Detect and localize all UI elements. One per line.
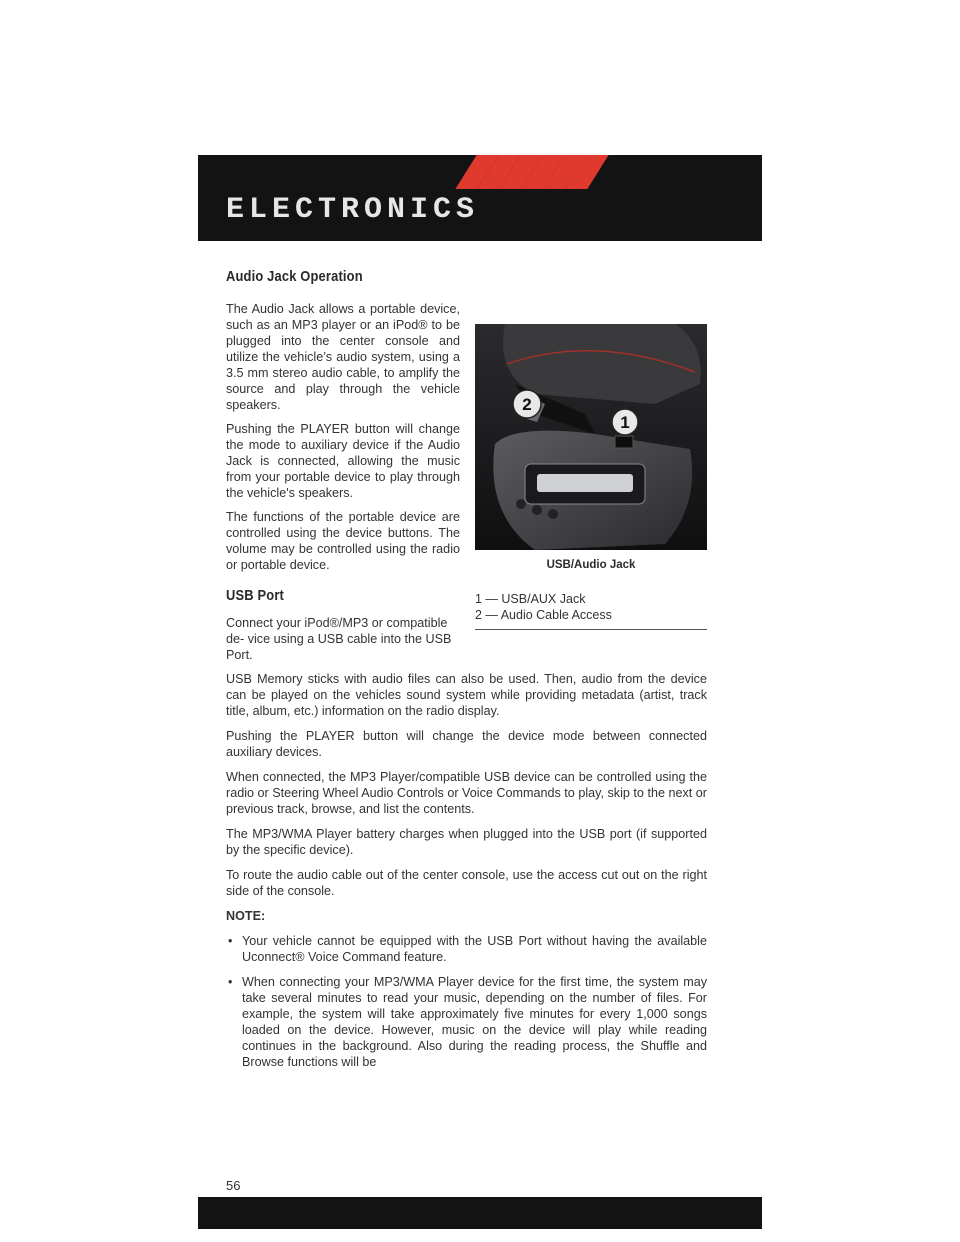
usb-port-paragraph: Pushing the PLAYER button will change the device mode between connected auxiliary devices. <box>226 729 707 759</box>
two-column-block <box>226 301 707 663</box>
note-item: • When connecting your MP3/WMA Player device for the first time, the system may take several minutes to read your music, depending on the number of files. For example, the system will take approximately five minutes for every 1,000 songs loaded on the device. However, music on the device will play while reading continues in the background. Also during the reading process, the Shuffle and Browse functions will be <box>226 974 707 1070</box>
footer-bar <box>198 1197 762 1229</box>
console-illustration <box>475 324 707 550</box>
usb-port-heading: USB Port <box>226 587 284 604</box>
audio-jack-paragraph: Pushing the PLAYER button will change the mode to auxiliary device if the Audio Jack is connected, allowing the music from your portable device to play through the vehicle's speakers. <box>226 422 460 500</box>
audio-jack-paragraph: The Audio Jack allows a portable device, such as an MP3 player or an iPod® to be plugged into the center console and utilize the vehicle’s audio system, using a 3.5 mm stereo audio cable, to amplify the source and play through the vehicle speakers. <box>226 302 460 412</box>
audio-jack-paragraph: The functions of the portable device are controlled using the device buttons. The volume may be controlled using the radio or portable device. <box>226 510 460 572</box>
note-list <box>226 933 707 1070</box>
callout-2-label: 2 <box>522 395 532 414</box>
usb-port-paragraph: To route the audio cable out of the center console, use the access cut out on the right side of the console. <box>226 868 707 898</box>
figure <box>475 324 707 630</box>
page-number: 56 <box>226 1178 241 1193</box>
left-column <box>226 301 460 663</box>
callout-1 <box>612 409 638 435</box>
legend-item: 1 — USB/AUX Jack <box>475 592 586 606</box>
callout-1-label: 1 <box>620 413 630 432</box>
legend-item: 2 — Audio Cable Access <box>475 608 612 622</box>
figure-caption: USB/Audio Jack <box>546 559 636 571</box>
console-photo <box>475 324 707 550</box>
usb-port-paragraph: USB Memory sticks with audio files can also be used. Then, audio from the device can be played on the vehicles sound system while providing metadata (artist, track title, album, etc.) information on the radio display. <box>226 672 707 718</box>
audio-jack-heading: Audio Jack Operation <box>226 268 363 285</box>
usb-port-intro: Connect your iPod®/MP3 or compatible de- vice using a USB cable into the USB Port. <box>226 616 452 662</box>
figure-legend <box>475 591 707 630</box>
section-header-bar <box>198 155 762 241</box>
section-title: ELECTRONICS <box>226 193 480 227</box>
callout-2 <box>513 390 541 418</box>
page-content <box>226 268 707 1079</box>
note-label: NOTE: <box>226 909 266 923</box>
usb-port-paragraph: When connected, the MP3 Player/compatible USB device can be controlled using the radio or Steering Wheel Audio Controls or Voice Commands to play, skip to the next or previous track, browse, and list the contents. <box>226 770 707 816</box>
note-item: • Your vehicle cannot be equipped with the USB Port without having the available Uconnect® Voice Command feature. <box>226 933 707 965</box>
full-width-text <box>226 671 707 1070</box>
usb-port-paragraph: The MP3/WMA Player battery charges when plugged into the USB port (if supported by the specific device). <box>226 827 707 857</box>
